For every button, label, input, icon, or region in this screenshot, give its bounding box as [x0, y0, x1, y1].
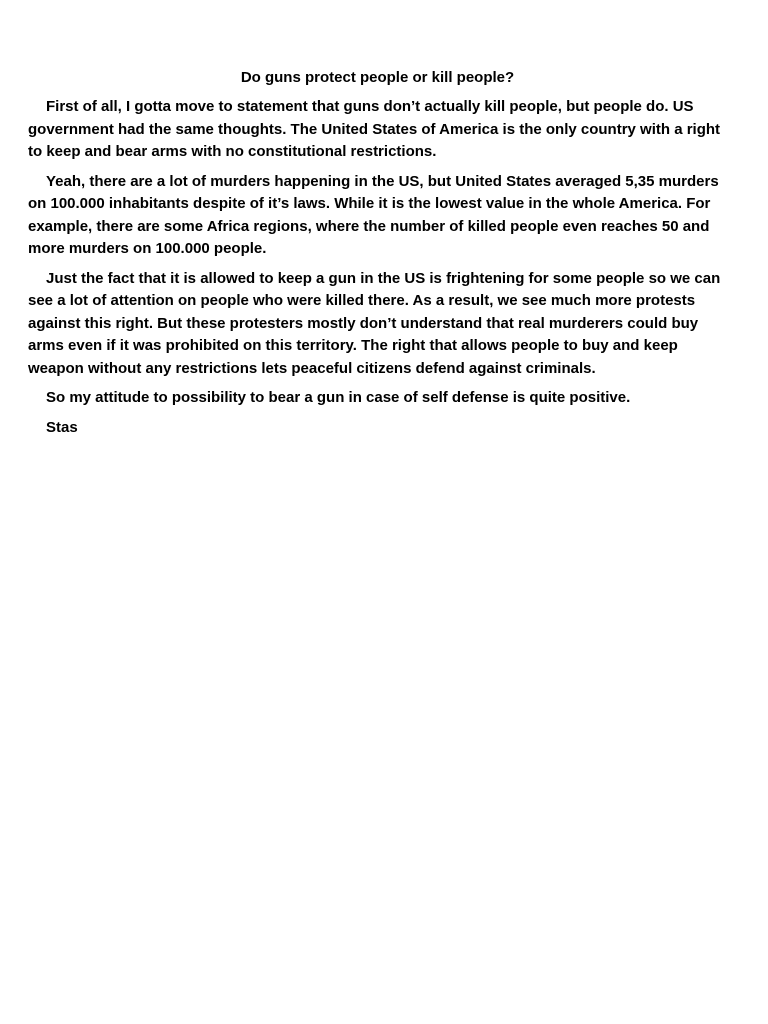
author-signature: Stas — [46, 418, 78, 436]
document-title: Do guns protect people or kill people? — [240, 69, 515, 86]
paragraph-3: Just the fact that it is allowed to keep a gun in the US is frightening for some people so we can see a lot of attention on people who were killed there. As a result, we see much more protests against this right. But these protesters mostly don’t understand that real murderers could buy arms even if it was prohibited on this territory. The right that allows people to buy and keep weapon without any restrictions lets peaceful citizens defend against criminals. — [28, 269, 721, 377]
paragraph-2: Yeah, there are a lot of murders happening in the US, but United States averaged 5,35 murders on 100.000 inhabitants despite of it’s laws. While it is the lowest value in the whole America. For example, there are some Africa regions, where the number of killed people even reaches 50 and more murders on 100.000 people. — [28, 172, 719, 257]
paragraph-4: So my attitude to possibility to bear a gun in case of self defense is quite positive. — [46, 389, 631, 406]
paragraph-1: First of all, I gotta move to statement that guns don’t actually kill people, but people do. US government had the same thoughts. The United States of America is the only country with a right to keep and bear arms with no constitutional restrictions. — [28, 98, 721, 160]
